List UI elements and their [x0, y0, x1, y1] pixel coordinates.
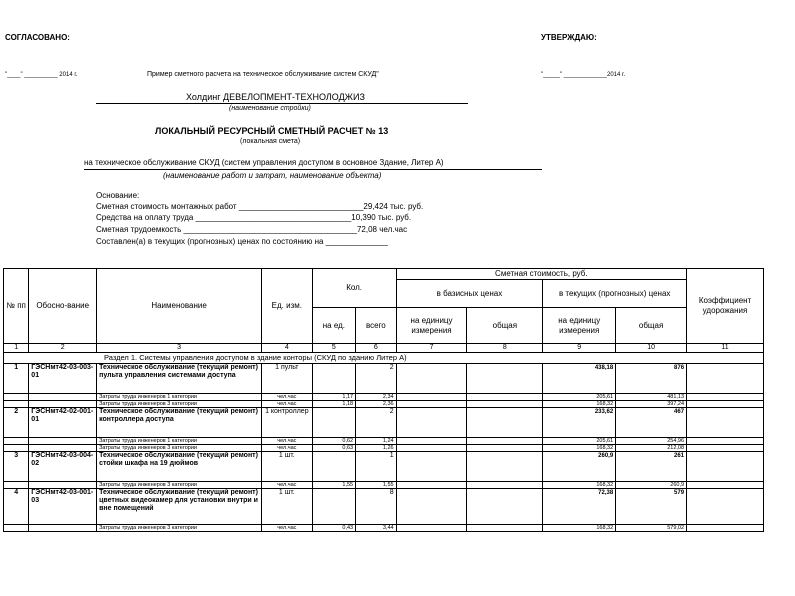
item-name: Техническое обслуживание (текущий ремонт) пульта управления системами доступа: [97, 364, 262, 394]
sub-coef: [687, 525, 764, 532]
sub-num: [4, 482, 29, 489]
sub-current-unit: 168,32: [543, 482, 616, 489]
basis-line-3-unit: чел.час: [379, 225, 408, 234]
header-name: Наименование: [97, 269, 262, 344]
sub-base-total: [467, 401, 543, 408]
item-qty-per: [312, 408, 356, 438]
item-num: 2: [4, 408, 29, 438]
sub-current-unit: 168,32: [543, 401, 616, 408]
sub-current-unit: 168,32: [543, 445, 616, 452]
basis-label: Основание:: [96, 191, 140, 200]
sub-coef: [687, 482, 764, 489]
index-cell: 8: [467, 344, 543, 353]
sub-current-total: 397,24: [616, 401, 687, 408]
item-coef: [687, 452, 764, 482]
holding-underline: [96, 103, 468, 104]
sub-base-unit: [396, 401, 467, 408]
item-code: ГЭСНмт42-03-004-02: [29, 452, 97, 482]
date-right: "_____" _____________2014 г.: [541, 72, 626, 78]
sub-unit: чел.час: [262, 445, 313, 452]
item-name: Техническое обслуживание (текущий ремонт) цветных видеокамер для установки внутри и вне помещений: [97, 489, 262, 525]
sub-unit: чел.час: [262, 394, 313, 401]
header-current-prices: в текущих (прогнозных) ценах: [543, 280, 687, 308]
item-name: Техническое обслуживание (текущий ремонт) стойки шкафа на 19 дюймов: [97, 452, 262, 482]
sub-base-unit: [396, 525, 467, 532]
item-unit: 1 контроллер: [262, 408, 313, 438]
basis-line-2-value: 10,390: [351, 213, 376, 222]
basis-line-1-unit: тыс. руб.: [390, 202, 424, 211]
sub-per: 0,63: [312, 445, 356, 452]
sub-unit: чел.час: [262, 482, 313, 489]
sub-coef: [687, 401, 764, 408]
item-current-total: 876: [616, 364, 687, 394]
item-base-unit: [396, 489, 467, 525]
holding-name: Холдинг ДЕВЕЛОПМЕНТ-ТЕХНОЛОДЖИЗ: [186, 92, 365, 102]
sub-base-unit: [396, 445, 467, 452]
item-qty-per: [312, 452, 356, 482]
sub-per: 1,55: [312, 482, 356, 489]
sub-name: Затраты труда инженеров 3 категории: [97, 445, 262, 452]
sub-code: [29, 401, 97, 408]
item-qty-per: [312, 364, 356, 394]
sub-per: 0,43: [312, 525, 356, 532]
sub-num: [4, 445, 29, 452]
table-row: [4, 489, 764, 525]
index-cell: 7: [396, 344, 467, 353]
basis-line-1-value: 29,424: [363, 202, 388, 211]
item-current-unit: 260,9: [543, 452, 616, 482]
sub-name: Затраты труда инженеров 1 категории: [97, 438, 262, 445]
sub-code: [29, 482, 97, 489]
index-cell: 10: [616, 344, 687, 353]
item-qty-per: [312, 489, 356, 525]
sub-base-unit: [396, 482, 467, 489]
item-num: 3: [4, 452, 29, 482]
sub-total: 3,44: [356, 525, 396, 532]
basis-line-2-label: Средства на оплату труда ___________________________________: [96, 213, 352, 222]
sub-current-total: 579,02: [616, 525, 687, 532]
item-coef: [687, 364, 764, 394]
sub-base-total: [467, 482, 543, 489]
item-coef: [687, 408, 764, 438]
sub-coef: [687, 394, 764, 401]
sub-current-total: 260,9: [616, 482, 687, 489]
header-current-total: общая: [616, 308, 687, 344]
sub-num: [4, 401, 29, 408]
sub-current-total: 212,08: [616, 445, 687, 452]
item-unit: 1 шт.: [262, 489, 313, 525]
sub-num: [4, 394, 29, 401]
index-cell: 11: [687, 344, 764, 353]
table-row: [4, 401, 764, 408]
header-num: № пп: [4, 269, 29, 344]
sub-unit: чел.час: [262, 525, 313, 532]
table-row: [4, 438, 764, 445]
sub-name: Затраты труда инженеров 3 категории: [97, 401, 262, 408]
item-current-unit: 233,62: [543, 408, 616, 438]
estimate-title: ЛОКАЛЬНЫЙ РЕСУРСНЫЙ СМЕТНЫЙ РАСЧЕТ № 13: [155, 126, 389, 136]
sub-code: [29, 445, 97, 452]
index-cell: 2: [29, 344, 97, 353]
item-base-total: [467, 408, 543, 438]
table-row: [4, 394, 764, 401]
item-base-total: [467, 489, 543, 525]
item-code: ГЭСНмт42-03-001-03: [29, 489, 97, 525]
basis-line-1-label: Сметная стоимость монтажных работ ____________________________: [96, 202, 364, 211]
item-base-unit: [396, 408, 467, 438]
item-qty-total: 2: [356, 364, 396, 394]
item-current-total: 467: [616, 408, 687, 438]
sub-code: [29, 525, 97, 532]
sub-current-unit: 205,61: [543, 394, 616, 401]
sub-per: 1,17: [312, 394, 356, 401]
item-name: Техническое обслуживание (текущий ремонт) контроллера доступа: [97, 408, 262, 438]
table-row: [4, 408, 764, 438]
approval-left-label: СОГЛАСОВАНО:: [5, 33, 70, 42]
header-qty-per-unit: на ед.: [312, 308, 356, 344]
work-name: на техническое обслуживание СКУД (систем управления доступом в основное Здание, Литер А): [84, 158, 444, 167]
item-qty-total: 8: [356, 489, 396, 525]
header-base-per-unit: на единицу измерения: [396, 308, 467, 344]
holding-caption: (наименование стройки): [229, 105, 311, 112]
estimate-table: [3, 268, 764, 532]
sub-base-unit: [396, 394, 467, 401]
item-code: ГЭСНмт42-02-001-01: [29, 408, 97, 438]
estimate-subtitle: (локальная смета): [240, 138, 301, 145]
basis-line-2: [96, 213, 411, 222]
work-caption: (наименование работ и затрат, наименование объекта): [163, 171, 382, 180]
sub-name: Затраты труда инженеров 1 категории: [97, 394, 262, 401]
item-current-total: 261: [616, 452, 687, 482]
date-left: "____" __________ 2014 г.: [5, 72, 78, 78]
table-row: [4, 452, 764, 482]
sub-unit: чел.час: [262, 438, 313, 445]
index-cell: 4: [262, 344, 313, 353]
item-qty-total: 2: [356, 408, 396, 438]
sub-coef: [687, 445, 764, 452]
sub-current-unit: 205,61: [543, 438, 616, 445]
header-current-per-unit: на единицу измерения: [543, 308, 616, 344]
sub-name: Затраты труда инженеров 3 категории: [97, 482, 262, 489]
sub-unit: чел.час: [262, 401, 313, 408]
approval-right-label: УТВЕРЖДАЮ:: [541, 33, 597, 42]
index-cell: 9: [543, 344, 616, 353]
item-current-unit: 438,18: [543, 364, 616, 394]
sub-total: 1,26: [356, 445, 396, 452]
sub-base-unit: [396, 438, 467, 445]
index-cell: 1: [4, 344, 29, 353]
table-row: [4, 482, 764, 489]
sub-total: 1,24: [356, 438, 396, 445]
index-cell: 3: [97, 344, 262, 353]
header-base-total: общая: [467, 308, 543, 344]
item-current-unit: 72,38: [543, 489, 616, 525]
item-qty-total: 1: [356, 452, 396, 482]
sub-current-total: 254,96: [616, 438, 687, 445]
basis-line-4: Составлен(а) в текущих (прогнозных) ценах по состоянию на ______________: [96, 237, 388, 246]
basis-line-3-label: Сметная трудоемкость _______________________________________: [96, 225, 357, 234]
item-coef: [687, 489, 764, 525]
basis-line-3-value: 72,08: [356, 225, 378, 234]
doc-caption: Пример сметного расчета на техническое обслуживание систем СКУД": [147, 71, 379, 78]
basis-line-3: [96, 225, 407, 234]
section-title: Раздел 1. Системы управления доступом в здание конторы (СКУД по зданию Литер А): [4, 353, 764, 364]
basis-line-1: [96, 202, 423, 211]
table-row: [4, 445, 764, 452]
sub-total: 1,55: [356, 482, 396, 489]
sub-base-total: [467, 525, 543, 532]
item-num: 4: [4, 489, 29, 525]
item-unit: 1 шт.: [262, 452, 313, 482]
sub-current-unit: 168,32: [543, 525, 616, 532]
header-coef: Коэффициент удорожания: [687, 269, 764, 344]
sub-num: [4, 525, 29, 532]
sub-per: 1,18: [312, 401, 356, 408]
header-basis: Обосно-вание: [29, 269, 97, 344]
sub-total: 2,34: [356, 394, 396, 401]
item-base-total: [467, 364, 543, 394]
item-base-total: [467, 452, 543, 482]
sub-code: [29, 438, 97, 445]
sub-current-total: 481,13: [616, 394, 687, 401]
item-base-unit: [396, 452, 467, 482]
item-base-unit: [396, 364, 467, 394]
item-unit: 1 пульт: [262, 364, 313, 394]
item-current-total: 579: [616, 489, 687, 525]
item-code: ГЭСНмт42-03-003-01: [29, 364, 97, 394]
sub-name: Затраты труда инженеров 3 категории: [97, 525, 262, 532]
header-unit: Ед. изм.: [262, 269, 313, 344]
header-qty-total: всего: [356, 308, 396, 344]
sub-coef: [687, 438, 764, 445]
header-cost: Сметная стоимость, руб.: [396, 269, 686, 280]
table-row: [4, 525, 764, 532]
work-underline: [84, 169, 542, 170]
header-qty: Кол.: [312, 269, 396, 308]
index-cell: 5: [312, 344, 356, 353]
table-row: [4, 364, 764, 394]
item-num: 1: [4, 364, 29, 394]
sub-base-total: [467, 438, 543, 445]
sub-num: [4, 438, 29, 445]
sub-total: 2,36: [356, 401, 396, 408]
sub-per: 0,62: [312, 438, 356, 445]
sub-base-total: [467, 445, 543, 452]
basis-line-2-unit: тыс. руб.: [377, 213, 412, 222]
header-base-prices: в базисных ценах: [396, 280, 543, 308]
sub-code: [29, 394, 97, 401]
index-cell: 6: [356, 344, 396, 353]
sub-base-total: [467, 394, 543, 401]
